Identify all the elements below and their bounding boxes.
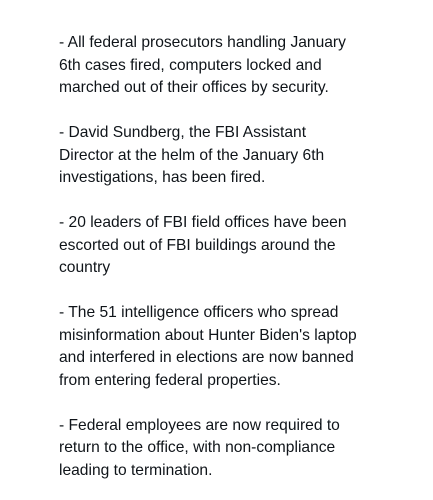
post-line: from entering federal properties. [59,371,281,389]
post-paragraph-intelligence-officers [59,302,399,392]
post-line: return to the office, with non-compliance [59,439,336,456]
post-body [59,32,399,482]
post-line: Director at the helm of the January 6th [59,146,325,164]
post-line: leading to termination. [59,461,213,479]
post-paragraph-federal-employees [59,415,399,483]
post-line: escorted out of FBI buildings around the [59,236,336,254]
post-line: - Federal employees are now required to [59,416,340,434]
post-paragraph-sundberg [59,122,399,190]
post-line: - The 51 intelligence officers who spread [59,304,339,321]
post-paragraph-field-offices [59,212,399,280]
post-line: 6th cases fired, computers locked and [59,56,322,74]
post-line: misinformation about Hunter Biden's laptop [59,326,357,344]
post-line: and interfered in elections are now banned [59,349,354,366]
post-paragraph-prosecutors [59,32,399,100]
post-line: - All federal prosecutors handling January [59,34,346,51]
post-line: country [59,259,111,276]
post-line: - 20 leaders of FBI field offices have been [59,214,347,231]
post-line: - David Sundberg, the FBI Assistant [59,124,307,141]
post-line: marched out of their offices by security. [59,79,329,96]
post-line: investigations, has been fired. [59,169,266,186]
